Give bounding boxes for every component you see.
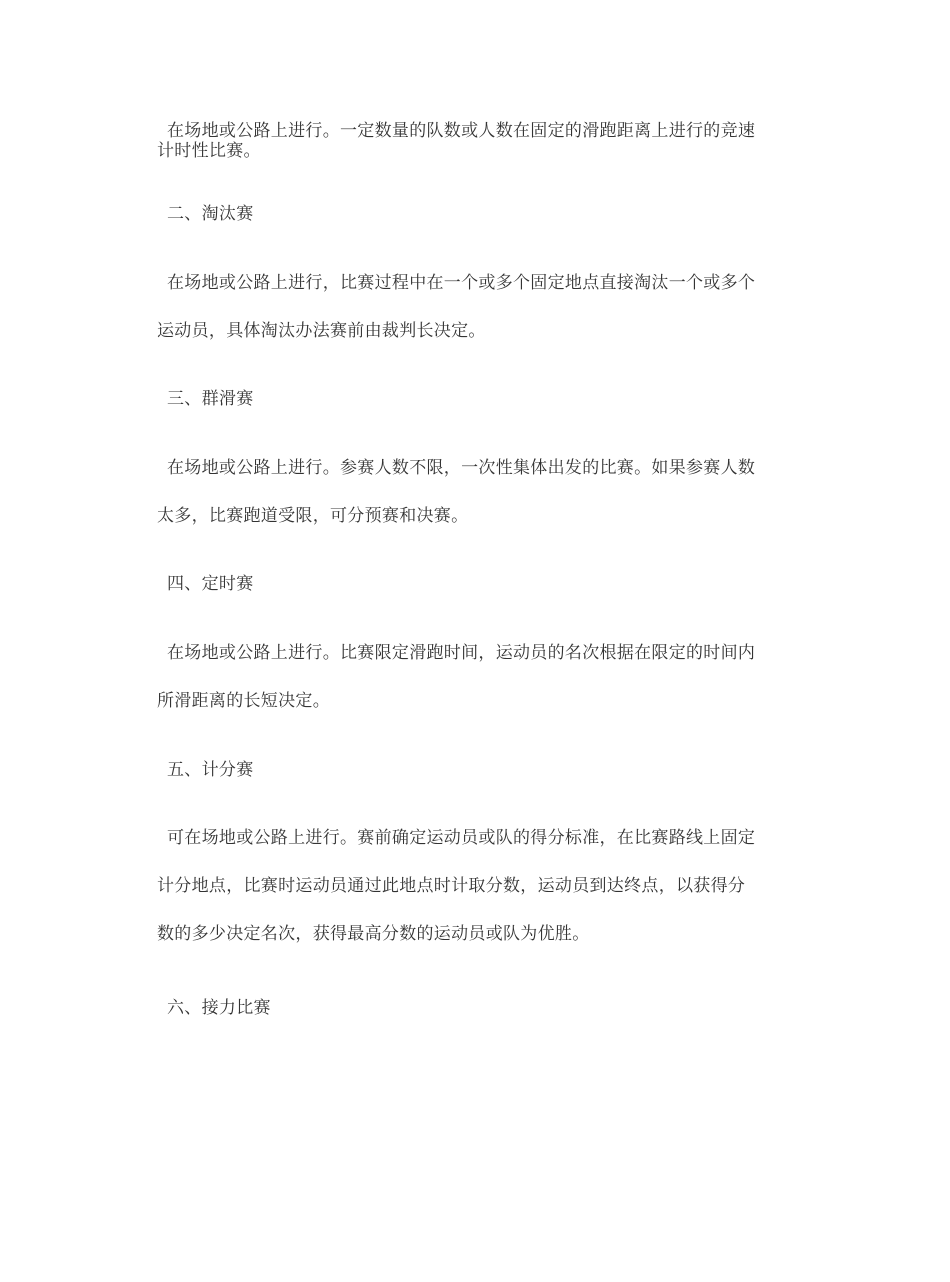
- paragraph-mass-start: [157, 458, 797, 526]
- paragraph-line: 运动员，具体淘汰办法赛前由裁判长决定。: [157, 321, 486, 341]
- paragraph-timed-race: [157, 643, 797, 711]
- paragraph-line: 数的多少决定名次，获得最高分数的运动员或队为优胜。: [157, 924, 590, 944]
- paragraph-line: 太多，比赛跑道受限，可分预赛和决赛。: [157, 506, 469, 526]
- paragraph-line: 在场地或公路上进行，比赛过程中在一个或多个固定地点直接淘汰一个或多个: [167, 273, 756, 293]
- heading-relay: 六、接力比赛: [167, 998, 271, 1018]
- paragraph-line: 在场地或公路上进行。参赛人数不限，一次性集体出发的比赛。如果参赛人数: [167, 458, 756, 478]
- paragraph-elimination: [157, 273, 797, 341]
- heading-elimination: 二、淘汰赛: [167, 204, 254, 224]
- heading-mass-start: 三、群滑赛: [167, 389, 254, 409]
- heading-points-race: 五、计分赛: [167, 760, 254, 780]
- paragraph-line: 计时性比赛。: [157, 141, 261, 161]
- paragraph-speed-race: [157, 121, 797, 161]
- paragraph-line: 在场地或公路上进行。一定数量的队数或人数在固定的滑跑距离上进行的竞速: [167, 121, 756, 141]
- paragraph-line: 可在场地或公路上进行。赛前确定运动员或队的得分标准，在比赛路线上固定: [167, 828, 756, 848]
- paragraph-points-race: [157, 828, 797, 944]
- heading-timed-race: 四、定时赛: [167, 574, 254, 594]
- paragraph-line: 在场地或公路上进行。比赛限定滑跑时间，运动员的名次根据在限定的时间内: [167, 643, 756, 663]
- paragraph-line: 计分地点，比赛时运动员通过此地点时计取分数，运动员到达终点，以获得分: [157, 876, 746, 896]
- paragraph-line: 所滑距离的长短决定。: [157, 691, 330, 711]
